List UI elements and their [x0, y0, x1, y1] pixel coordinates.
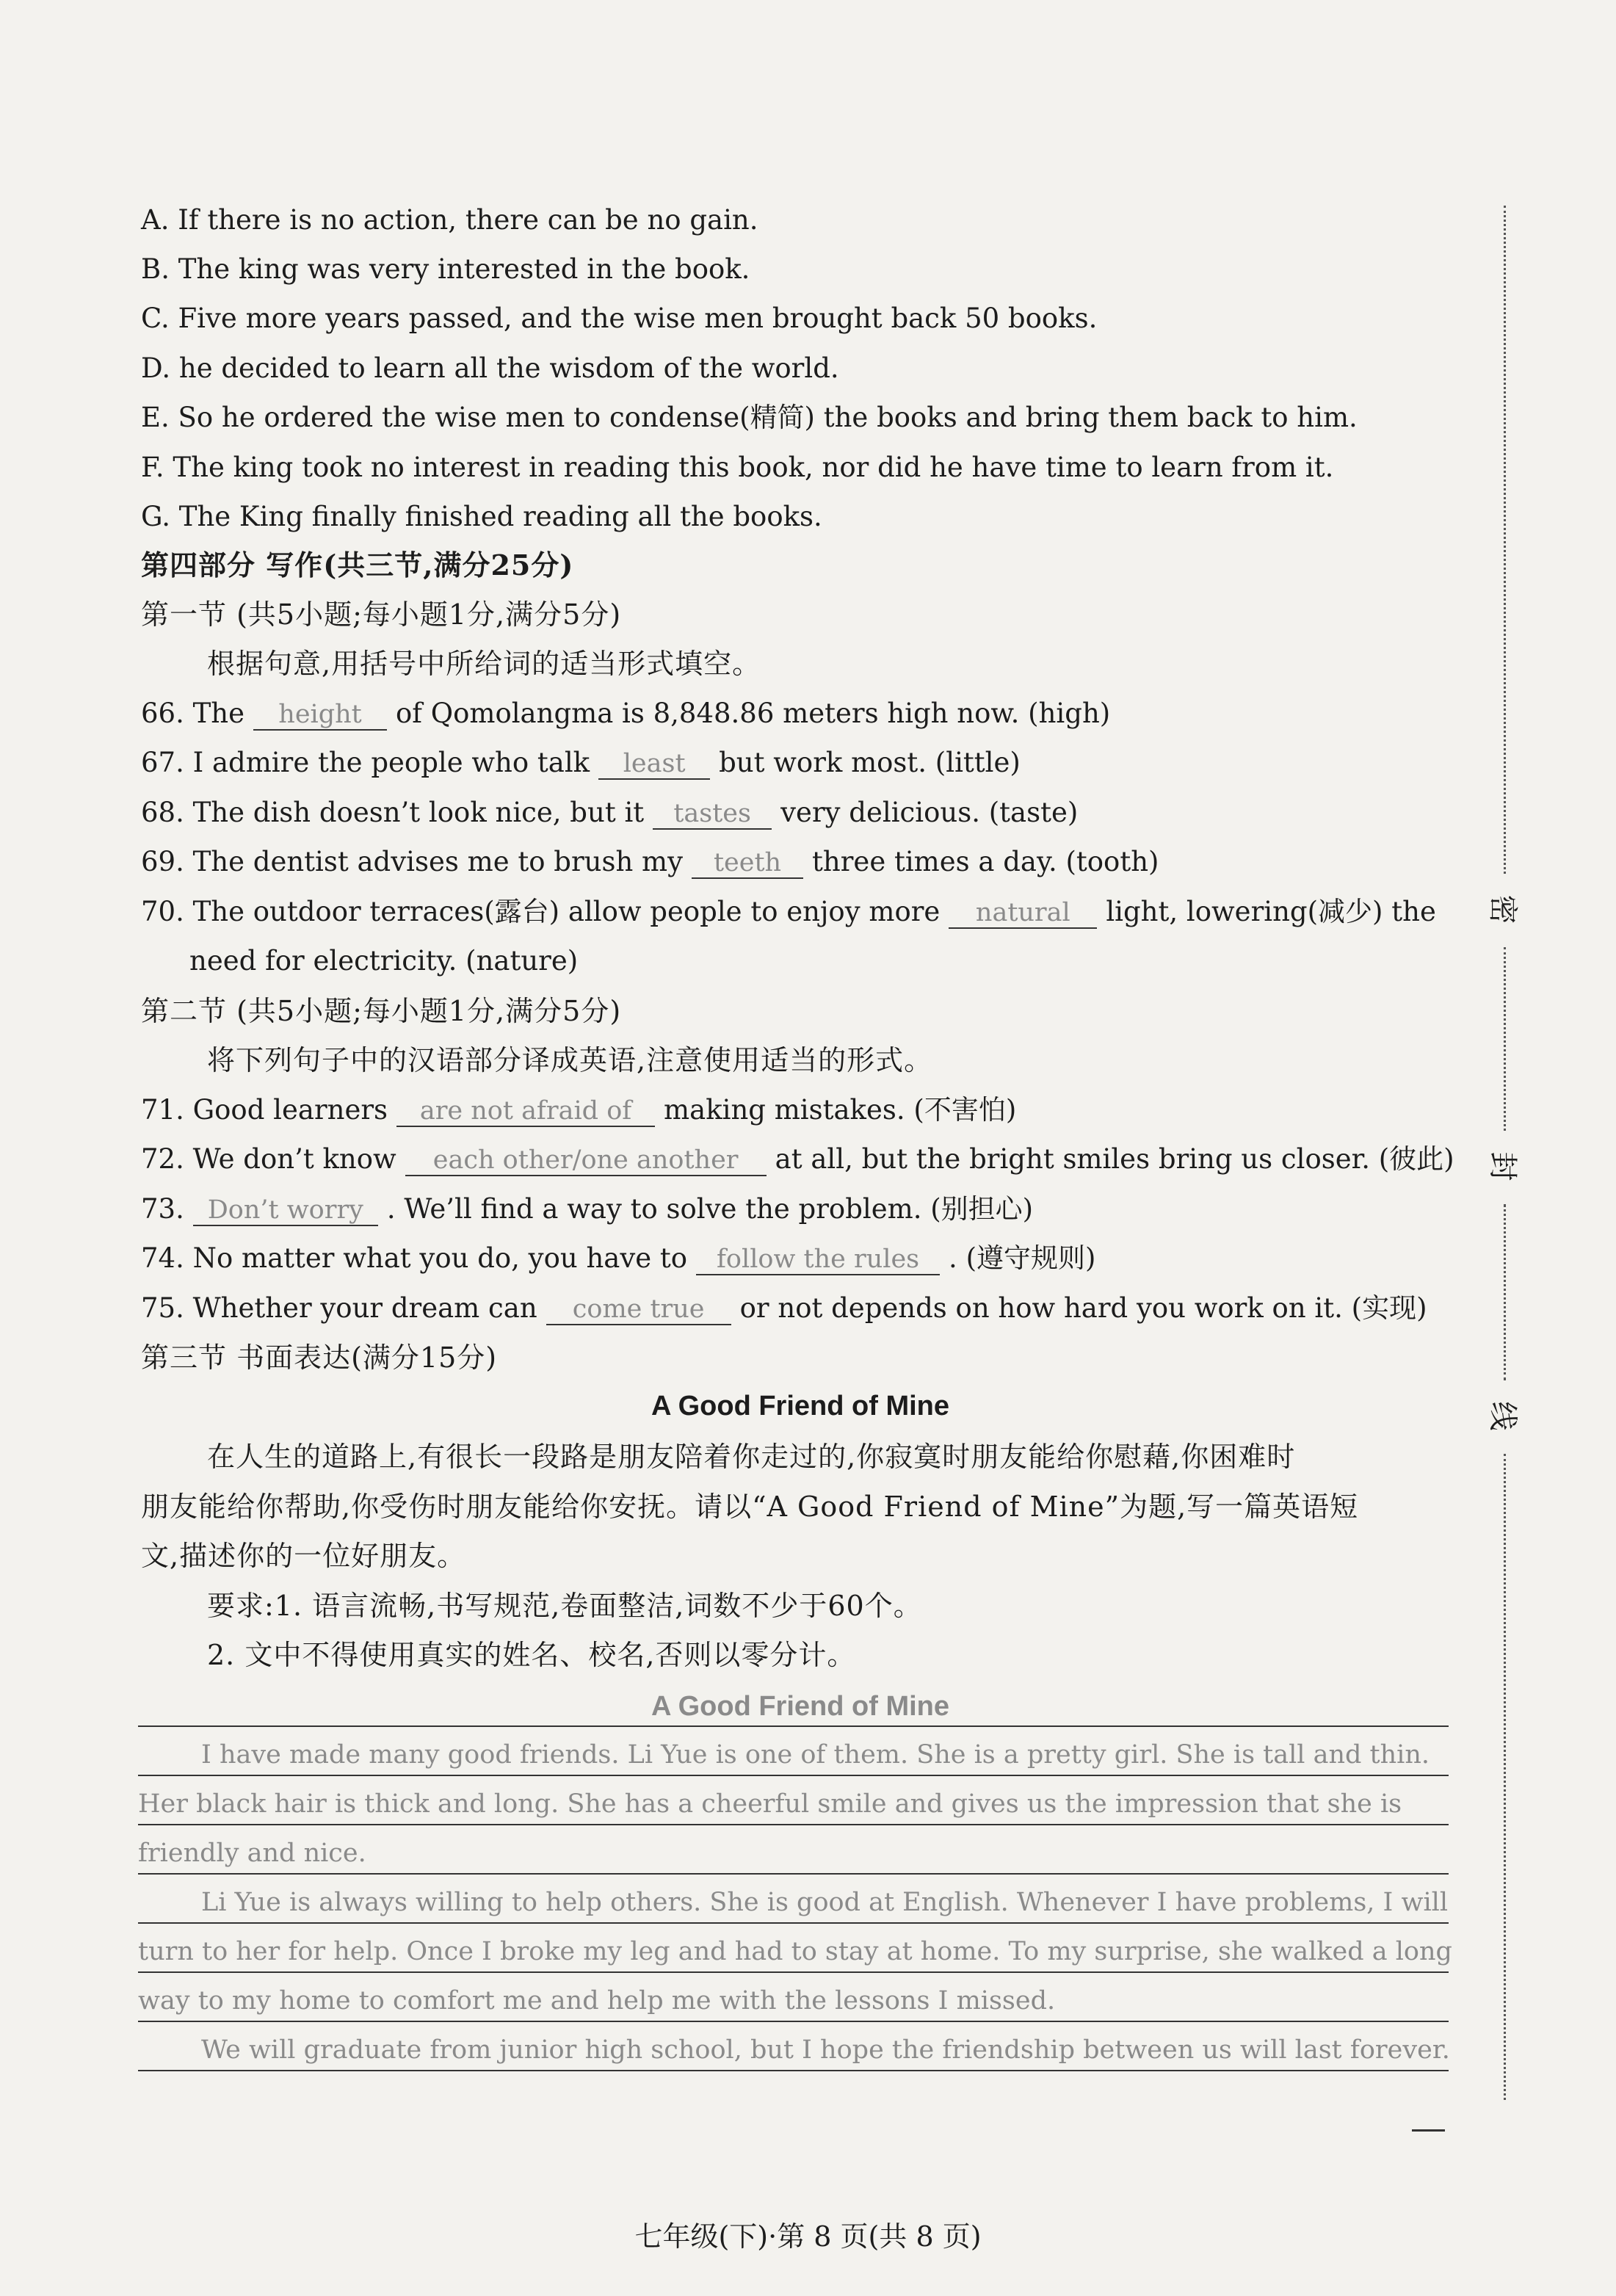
q66-pre: 66. The [141, 698, 245, 729]
q75-pre: 75. Whether your dream can [141, 1292, 537, 1324]
question-66 [141, 698, 1110, 731]
seal-mark-feng: 封 [1485, 1151, 1520, 1181]
essay-line-4[interactable]: Li Yue is always willing to help others. She is good at English. Whenever I have problems, I will [138, 1886, 1449, 1924]
q69-answer[interactable]: teeth [692, 848, 803, 879]
q74-pre: 74. No matter what you do, you have to [141, 1242, 688, 1274]
option-e: E. So he ordered the wise men to condense(精简) the books and bring them back to him. [141, 402, 1358, 433]
question-69 [141, 846, 1159, 879]
option-c: C. Five more years passed, and the wise men brought back 50 books. [141, 303, 1098, 334]
question-67 [141, 747, 1021, 780]
requirement-1: 要求:1. 语言流畅,书写规范,卷面整洁,词数不少于60个。 [207, 1590, 922, 1622]
option-f: F. The king took no interest in reading this book, nor did he have time to learn from it. [141, 452, 1334, 483]
seal-line-segment [1504, 206, 1506, 874]
section1-instruction: 根据句意,用括号中所给词的适当形式填空。 [207, 648, 761, 680]
seal-mark-mi: 密 [1485, 894, 1520, 924]
q70-post: light, lowering(减少) the [1106, 896, 1436, 927]
section1-heading: 第一节 (共5小题;每小题1分,满分5分) [141, 598, 622, 631]
section3-heading: 第三节 书面表达(满分15分) [141, 1341, 498, 1374]
seal-line-segment [1504, 1454, 1506, 2100]
q68-pre: 68. The dish doesn’t look nice, but it [141, 797, 645, 828]
prompt-line-2: 朋友能给你帮助,你受伤时朋友能给你安抚。请以“A Good Friend of Mine”为题,写一篇英语短 [141, 1491, 1359, 1523]
section2-instruction: 将下列句子中的汉语部分译成英语,注意使用适当的形式。 [207, 1044, 933, 1076]
q67-answer[interactable]: least [598, 749, 710, 780]
requirement-2: 2. 文中不得使用真实的姓名、校名,否则以零分计。 [207, 1639, 856, 1671]
q74-answer[interactable]: follow the rules [696, 1245, 940, 1275]
option-a: A. If there is no action, there can be no gain. [141, 204, 758, 236]
q71-pre: 71. Good learners [141, 1094, 388, 1126]
q67-pre: 67. I admire the people who talk [141, 747, 590, 778]
q73-pre: 73. [141, 1193, 184, 1225]
q69-pre: 69. The dentist advises me to brush my [141, 846, 684, 877]
essay-line-3[interactable]: friendly and nice. [138, 1837, 1449, 1875]
part4-heading: 第四部分 写作(共三节,满分25分) [141, 548, 574, 582]
seal-line-segment [1504, 947, 1506, 1131]
question-71 [141, 1094, 1016, 1127]
prompt-line-1: 在人生的道路上,有很长一段路是朋友陪着你走过的,你寂寞时朋友能给你慰藉,你困难时 [207, 1441, 1296, 1473]
q75-answer[interactable]: come true [546, 1294, 731, 1325]
question-74 [141, 1242, 1095, 1275]
question-70-cont: need for electricity. (nature) [189, 945, 579, 977]
essay-line-6[interactable]: way to my home to comfort me and help me with the lessons I missed. [138, 1985, 1449, 2022]
writing-title: A Good Friend of Mine [651, 1391, 949, 1422]
essay-line-7[interactable]: We will graduate from junior high school, but I hope the friendship between us will last forever. [138, 2034, 1449, 2071]
q73-post: . We’ll find a way to solve the problem. (别担心) [386, 1193, 1034, 1225]
q75-post: or not depends on how hard you work on it. (实现) [739, 1292, 1427, 1324]
seal-mark-xian: 线 [1485, 1401, 1520, 1431]
q69-post: three times a day. (tooth) [812, 846, 1159, 877]
q68-answer[interactable]: tastes [653, 799, 772, 830]
essay-line-2[interactable]: Her black hair is thick and long. She has a cheerful smile and gives us the impression that she is [138, 1788, 1449, 1825]
option-d: D. he decided to learn all the wisdom of the world. [141, 352, 839, 384]
q70-pre: 70. The outdoor terraces(露台) allow people to enjoy more [141, 896, 941, 927]
q74-post: . (遵守规则) [949, 1242, 1096, 1274]
q72-answer[interactable]: each other/one another [405, 1145, 767, 1176]
q66-answer[interactable]: height [253, 700, 387, 731]
essay-title: A Good Friend of Mine [651, 1691, 949, 1722]
q68-post: very delicious. (taste) [780, 797, 1079, 828]
essay-line-1[interactable]: I have made many good friends. Li Yue is one of them. She is a pretty girl. She is tall and thin. [138, 1739, 1449, 1776]
essay-line-5[interactable]: turn to her for help. Once I broke my leg and had to stay at home. To my surprise, she walked a long [138, 1935, 1449, 1973]
q66-post: of Qomolangma is 8,848.86 meters high now. (high) [396, 698, 1111, 729]
question-70 [141, 896, 1436, 929]
q71-post: making mistakes. (不害怕) [664, 1094, 1017, 1126]
question-75 [141, 1292, 1427, 1325]
option-b: B. The king was very interested in the book. [141, 253, 750, 285]
q72-post: at all, but the bright smiles bring us closer. (彼此) [775, 1143, 1454, 1175]
q72-pre: 72. We don’t know [141, 1143, 396, 1175]
question-68 [141, 797, 1078, 830]
question-72 [141, 1143, 1454, 1176]
section2-heading: 第二节 (共5小题;每小题1分,满分5分) [141, 995, 622, 1027]
corner-dash [1412, 2129, 1445, 2132]
q67-post: but work most. (little) [719, 747, 1021, 778]
page-footer: 七年级(下)·第 8 页(共 8 页) [634, 2220, 982, 2253]
q71-answer[interactable]: are not afraid of [396, 1096, 655, 1127]
question-73 [141, 1193, 1033, 1226]
essay-top-rule [138, 1725, 1449, 1727]
q70-answer[interactable]: natural [949, 898, 1097, 929]
seal-line-segment [1504, 1204, 1506, 1380]
prompt-line-3: 文,描述你的一位好朋友。 [141, 1540, 466, 1572]
option-g: G. The King finally finished reading all the books. [141, 501, 822, 532]
q73-answer[interactable]: Don’t worry [193, 1195, 378, 1226]
